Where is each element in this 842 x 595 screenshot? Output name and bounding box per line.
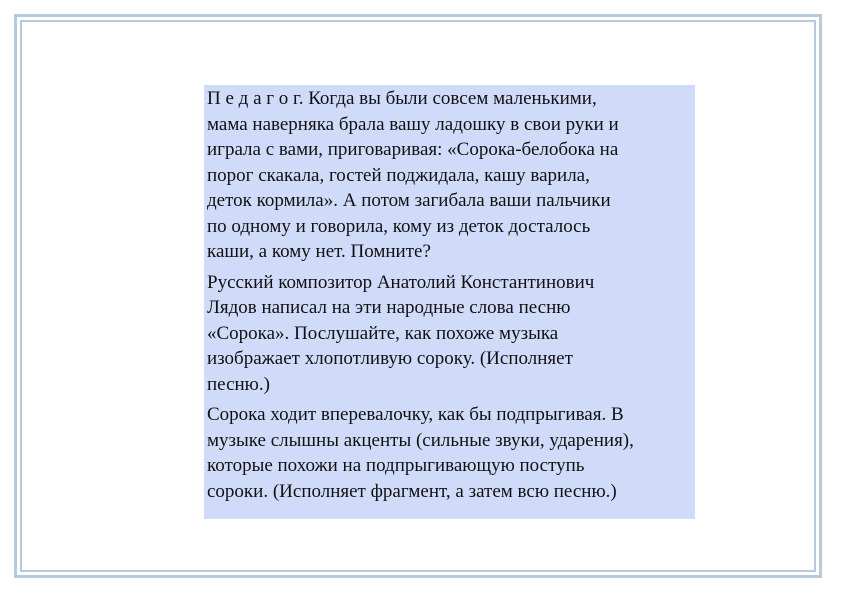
- paragraph-1-text: . Когда вы были совсем маленькими, мама наверняка брала вашу ладошку в свои руки и играла с вами, приговаривая: «Сорока-белобока на порог скакала, гостей поджидала, кашу варила, деток кормила». А потом загибала ваши пальчики по одному и говорила, кому из деток досталось каши, а кому нет. Помните?: [207, 88, 619, 262]
- speaker-label: П е д а г о г: [207, 88, 299, 109]
- paragraph-magpie: Сорока ходит вперевалочку, как бы подпрыгивая. В музыке слышны акценты (сильные звуки, ударения), которые похожи на подпрыгивающую поступь сороки. (Исполняет фрагмент, а затем всю песню.): [207, 404, 634, 502]
- paragraph-teacher-speech: [207, 86, 695, 265]
- paragraph-composer: Русский композитор Анатолий Константинович Лядов написал на эти народные слова песню «Сорока». Послушайте, как похоже музыка изображает хлопотливую сороку. (Исполняет песню.): [207, 271, 595, 395]
- text-block: [204, 85, 695, 519]
